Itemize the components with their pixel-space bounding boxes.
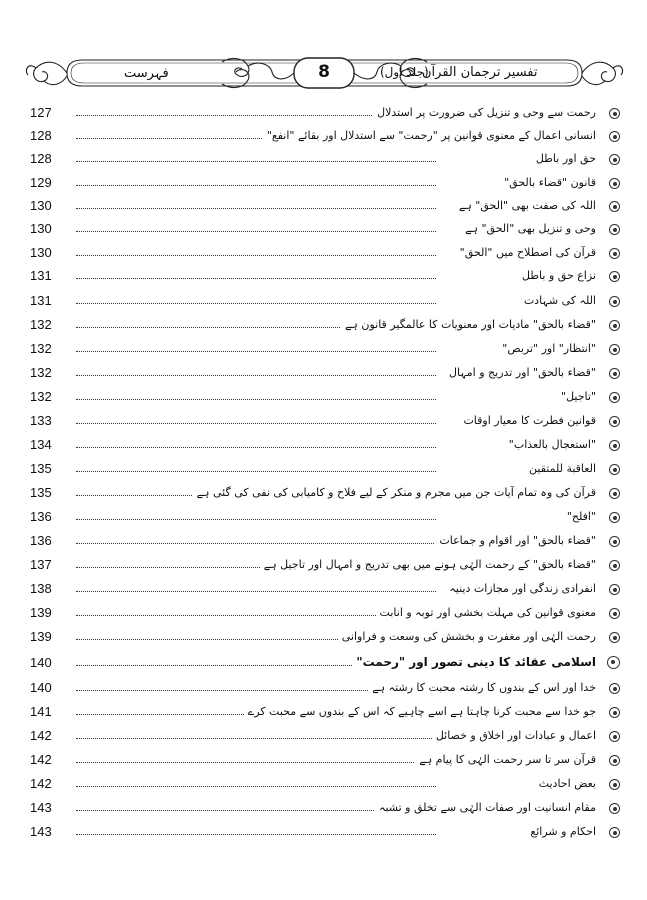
dot-leader <box>76 543 436 544</box>
bullet-icon <box>609 440 620 451</box>
toc-entry <box>30 481 622 501</box>
toc-entry-title: "قضاء بالحق" اور تدریج و امہال <box>445 366 596 379</box>
dot-leader <box>76 423 436 424</box>
toc-page-number: 140 <box>30 655 52 670</box>
toc-entry-title: اللہ کی شہادت <box>520 294 596 307</box>
toc-entry-title: وحی و تنزیل بھی "الحق" ہے <box>461 222 596 235</box>
toc-page-number: 131 <box>30 293 52 308</box>
toc-entry <box>30 748 622 768</box>
toc-page-number: 129 <box>30 175 52 190</box>
toc-entry-title: العاقبة للمتقین <box>525 462 596 475</box>
bullet-icon <box>609 416 620 427</box>
toc-entry-title: اسلامی عقائد کا دینی تصور اور "رحمت" <box>352 655 596 669</box>
bullet-icon <box>609 344 620 355</box>
toc-entry <box>30 772 622 792</box>
page-number: 8 <box>318 62 330 82</box>
dot-leader <box>76 447 436 448</box>
bullet-icon <box>607 656 620 669</box>
toc-page-number: 133 <box>30 413 52 428</box>
toc-entry <box>30 553 622 573</box>
toc-entry <box>30 124 622 144</box>
dot-leader <box>76 185 436 186</box>
toc-entry-title: انسانی اعمال کے معنوی قوانین پر "رحمت" سے استدلال اور بقائے "انفع" <box>263 129 596 142</box>
toc-entry <box>30 409 622 429</box>
toc-entry-title: قانون "قضاء بالحق" <box>500 176 596 189</box>
toc-entry-title: قوانین فطرت کا معیار اوقات <box>459 414 596 427</box>
toc-entry <box>30 433 622 453</box>
bullet-icon <box>609 248 620 259</box>
toc-page-number: 139 <box>30 629 52 644</box>
bullet-icon <box>609 632 620 643</box>
toc-entry-title: اعمال و عبادات اور اخلاق و خصائل <box>432 729 596 742</box>
toc-entry <box>30 676 622 696</box>
bullet-icon <box>609 827 620 838</box>
toc-page-number: 143 <box>30 800 52 815</box>
bullet-icon <box>609 779 620 790</box>
dot-leader <box>76 375 436 376</box>
toc-entry-title: "قضاء بالحق" مادیات اور معنویات کا عالمگیر قانون ہے <box>341 318 596 331</box>
dot-leader <box>76 303 436 304</box>
dot-leader <box>76 161 436 162</box>
toc-page-number: 135 <box>30 461 52 476</box>
volume-label: (جلد اول) <box>380 65 429 79</box>
toc-page-number: 130 <box>30 198 52 213</box>
toc-page-number: 135 <box>30 485 52 500</box>
toc-page-number: 128 <box>30 128 52 143</box>
toc-entry <box>30 385 622 405</box>
toc-page-number: 132 <box>30 365 52 380</box>
dot-leader <box>76 591 436 592</box>
toc-entry-title: رحمت سے وحی و تنزیل کی ضرورت پر استدلال <box>373 106 596 119</box>
bullet-icon <box>609 731 620 742</box>
dot-leader <box>76 255 436 256</box>
bullet-icon <box>609 464 620 475</box>
dot-leader <box>76 786 436 787</box>
toc-section-heading <box>30 651 622 671</box>
dot-leader <box>76 208 436 209</box>
toc-page-number: 132 <box>30 341 52 356</box>
toc-page-number: 138 <box>30 581 52 596</box>
dot-leader <box>76 399 436 400</box>
bullet-icon <box>609 368 620 379</box>
toc-entry <box>30 820 622 840</box>
toc-entry <box>30 700 622 720</box>
toc-entry-title: قرآن کی وہ تمام آیات جن میں مجرم و منکر کے لیے فلاح و کامیابی کی نفی کی گئی ہے <box>193 486 596 499</box>
toc-entry <box>30 217 622 237</box>
dot-leader <box>76 471 436 472</box>
toc-entry-title: "استعجال بالعذاب" <box>505 438 596 451</box>
section-title: فہرست <box>124 66 169 81</box>
bullet-icon <box>609 488 620 499</box>
toc-entry <box>30 505 622 525</box>
toc-page-number: 136 <box>30 533 52 548</box>
toc-page-number: 139 <box>30 605 52 620</box>
toc-entry <box>30 337 622 357</box>
bullet-icon <box>609 584 620 595</box>
bullet-icon <box>609 608 620 619</box>
toc-entry <box>30 796 622 816</box>
toc-entry <box>30 147 622 167</box>
toc-entry <box>30 264 622 284</box>
toc-entry-title: "انتظار" اور "تربص" <box>498 342 596 355</box>
bullet-icon <box>609 271 620 282</box>
dot-leader <box>76 278 436 279</box>
bullet-icon <box>609 296 620 307</box>
toc-entry <box>30 724 622 744</box>
dot-leader <box>76 231 436 232</box>
toc-entry-title: مقام انسانیت اور صفات الہٰی سے تخلق و تشبہ <box>375 801 596 814</box>
bullet-icon <box>609 178 620 189</box>
toc-entry-title: اللہ کی صفت بھی "الحق" ہے <box>455 199 596 212</box>
toc-entry-title: رحمت الہٰی اور مغفرت و بخشش کی وسعت و فراوانی <box>338 630 596 643</box>
toc-entry <box>30 171 622 191</box>
bullet-icon <box>609 536 620 547</box>
dot-leader <box>76 519 436 520</box>
toc-page-number: 142 <box>30 776 52 791</box>
toc-entry <box>30 601 622 621</box>
toc-entry-title: قرآن کی اصطلاح میں "الحق" <box>456 246 596 259</box>
bullet-icon <box>609 320 620 331</box>
toc-entry-title: نزاع حق و باطل <box>518 269 596 282</box>
dot-leader <box>76 738 436 739</box>
toc-entry <box>30 625 622 645</box>
toc-entry-title: بعض احادیث <box>535 777 596 790</box>
toc-entry-title: معنوی قوانین کی مہلت بخشی اور توبہ و انابت <box>376 606 596 619</box>
toc-page-number: 130 <box>30 221 52 236</box>
toc-entry <box>30 457 622 477</box>
book-title: تفسیر ترجمان القرآن <box>422 65 538 80</box>
bullet-icon <box>609 108 620 119</box>
bullet-icon <box>609 392 620 403</box>
toc-page-number: 128 <box>30 151 52 166</box>
toc-entry-title: حق اور باطل <box>532 152 596 165</box>
toc-entry <box>30 241 622 261</box>
toc-page-number: 132 <box>30 389 52 404</box>
toc-entry-title: "قضاء بالحق" کے رحمت الہٰی ہونے میں بھی تدریج و امہال اور تاجیل ہے <box>260 558 596 571</box>
toc-entry-title: جو خدا سے محبت کرنا چاہتا ہے اسے چاہیے کہ اس کے بندوں سے محبت کرے <box>244 705 596 718</box>
dot-leader <box>76 834 436 835</box>
toc-entry-title: خدا اور اس کے بندوں کا رشتہ محبت کا رشتہ ہے <box>368 681 596 694</box>
toc-page-number: 127 <box>30 105 52 120</box>
toc-page-number: 141 <box>30 704 52 719</box>
bullet-icon <box>609 512 620 523</box>
toc-entry <box>30 361 622 381</box>
dot-leader <box>76 762 436 763</box>
bullet-icon <box>609 154 620 165</box>
bullet-icon <box>609 683 620 694</box>
toc-entry-title: قرآن سر تا سر رحمت الہٰی کا پیام ہے <box>415 753 596 766</box>
toc-entry-title: "تاجیل" <box>557 390 596 403</box>
toc-page-number: 142 <box>30 752 52 767</box>
toc-page-number: 142 <box>30 728 52 743</box>
bullet-icon <box>609 803 620 814</box>
bullet-icon <box>609 560 620 571</box>
toc-page-number: 136 <box>30 509 52 524</box>
bullet-icon <box>609 224 620 235</box>
toc-page-number: 140 <box>30 680 52 695</box>
toc-page-number: 131 <box>30 268 52 283</box>
toc-entry <box>30 577 622 597</box>
bullet-icon <box>609 707 620 718</box>
bullet-icon <box>609 755 620 766</box>
toc-entry <box>30 289 622 309</box>
toc-entry-title: احکام و شرائع <box>526 825 596 838</box>
toc-entry <box>30 529 622 549</box>
toc-entry <box>30 101 622 121</box>
toc-entry <box>30 194 622 214</box>
toc-entry <box>30 313 622 333</box>
toc-page-number: 143 <box>30 824 52 839</box>
bullet-icon <box>609 201 620 212</box>
toc-entry-title: "افلح" <box>563 510 596 523</box>
toc-page-number: 130 <box>30 245 52 260</box>
toc-entry-title: "قضاء بالحق" اور اقوام و جماعات <box>435 534 596 547</box>
dot-leader <box>76 351 436 352</box>
toc-page-number: 134 <box>30 437 52 452</box>
toc-page-number: 137 <box>30 557 52 572</box>
bullet-icon <box>609 131 620 142</box>
toc-entry-title: انفرادی زندگی اور مجازات دینیہ <box>445 582 596 595</box>
toc-page-number: 132 <box>30 317 52 332</box>
